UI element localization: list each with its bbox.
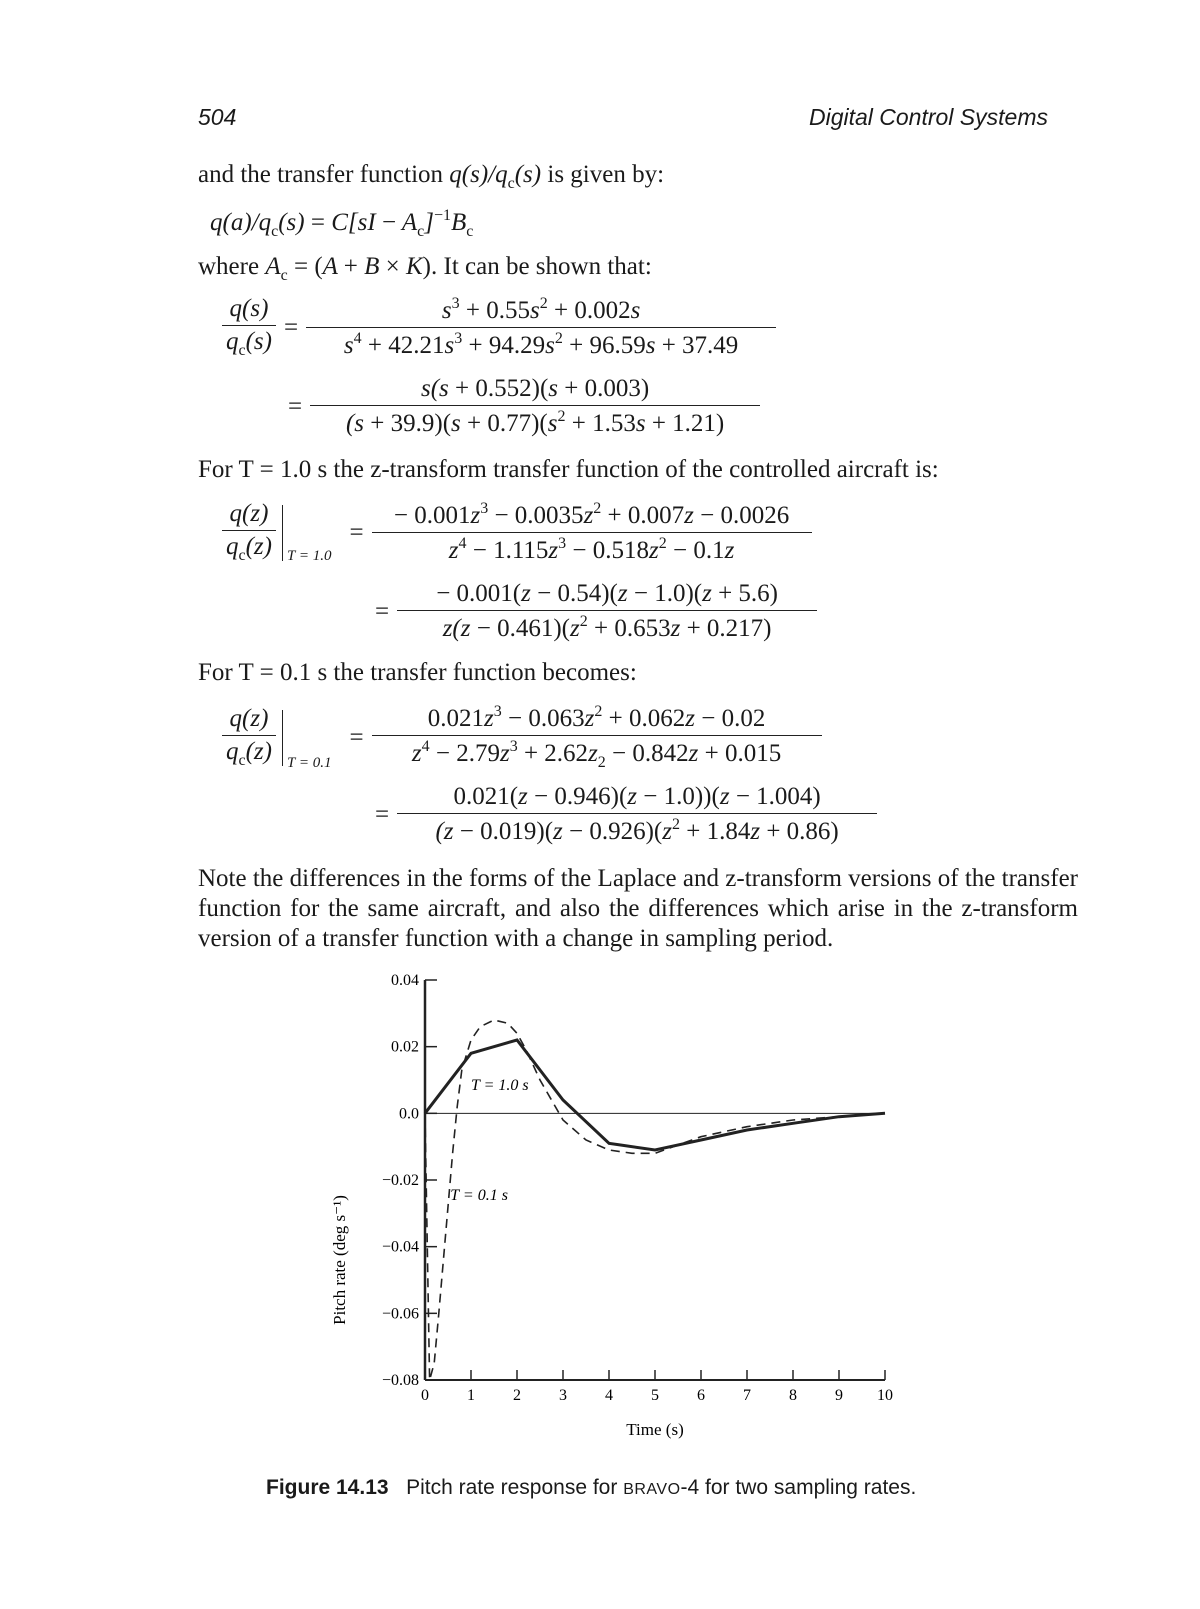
intro-math: q(s)/q: [449, 161, 508, 188]
laplace-tf-equation: $\frac{q(s)}{q_c(s)}$ = $\frac{s^3 + 0.55s^2 + 0.002s}{s^4 + 42.21s^3 + 94.29s^2 + 96.59s + 37.49}$: [222, 295, 776, 360]
chart-axes: [425, 980, 885, 1380]
annotation-t1: T = 1.0 s: [471, 1077, 529, 1094]
eval-t1-label: T = 1.0: [287, 548, 332, 564]
y-tick-label: 0.0: [399, 1105, 419, 1123]
intro-tail: is given by:: [547, 161, 665, 188]
series-t1-line: [425, 1040, 885, 1150]
y-tick-label: 0.04: [391, 972, 419, 989]
x-tick-label: 3: [559, 1387, 567, 1404]
x-tick-label: 2: [513, 1387, 521, 1404]
x-tick-label: 8: [789, 1387, 797, 1404]
y-tick-label: −0.06: [381, 1305, 419, 1323]
x-tick-label: 0: [421, 1387, 429, 1404]
z-tf-t01-factored: = $\frac{0.021(z - 0.946)(z - 1.0))(z - 1.004)}{(z - 0.019)(z - 0.926)(z^2 + 1.84z + 0.86)}$: [375, 783, 877, 846]
annotation-t01: T = 0.1 s: [450, 1187, 508, 1204]
caption-smallcaps: BRAVO: [623, 1481, 681, 1498]
intro-text: and the transfer function: [198, 161, 444, 188]
page-number: 504: [198, 104, 237, 130]
where-line: where $A_c = (A + B \times K)$. It can be shown that:: [198, 253, 652, 284]
y-tick-label: −0.02: [381, 1172, 419, 1189]
eval-t01-label: T = 0.1: [287, 755, 332, 771]
t01-text: For T = 0.1 s the transfer function becomes:: [198, 659, 637, 686]
caption-label: Figure 14.13: [266, 1476, 389, 1499]
x-ticks: [421, 1370, 893, 1404]
y-tick-label: −0.08: [381, 1372, 419, 1389]
figure-caption: [266, 1476, 916, 1500]
y-tick-label: 0.02: [391, 1038, 419, 1056]
x-axis-label: Time (s): [626, 1420, 684, 1439]
z-tf-t1-equation: $\frac{q(z)}{q_c(z)}$ T = 1.0 = $\frac{- 0.001z^3 - 0.0035z^2 + 0.007z - 0.0026}{z^4 - 1.115z^3 - 0.518z^2 - 0.1z}$: [222, 500, 812, 565]
note-paragraph: Note the differences in the forms of the Laplace and z-transform versions of the transfer function for the same aircraft, and also the differences which arise in the z-transform version of a transfer function with a change in sampling period.: [198, 865, 1078, 952]
x-tick-label: 9: [835, 1387, 843, 1404]
x-tick-label: 7: [743, 1387, 751, 1404]
state-space-equation: $q(a)/q_c(s) = C[sI - A_c]^{-1}B_c$: [210, 207, 474, 240]
laplace-tf-factored: = $\frac{s(s + 0.552)(s + 0.003)}{(s + 39.9)(s + 0.77)(s^2 + 1.53s + 1.21)}$: [288, 375, 760, 438]
z-tf-t1-factored: = $\frac{- 0.001(z - 0.54)(z - 1.0)(z + 5.6)}{z(z - 0.461)(z^2 + 0.653z + 0.217)}$: [375, 580, 817, 643]
x-tick-label: 4: [605, 1387, 613, 1404]
y-axis-label: Pitch rate (deg s⁻¹): [330, 1195, 349, 1325]
caption-text-b: -4 for two sampling rates.: [680, 1476, 917, 1499]
t1-text: For T = 1.0 s the z-transform transfer function of the controlled aircraft is:: [198, 456, 939, 483]
y-tick-label: −0.04: [381, 1238, 419, 1256]
x-tick-label: 1: [467, 1387, 475, 1404]
running-title: Digital Control Systems: [808, 104, 1048, 130]
x-tick-label: 6: [697, 1387, 705, 1404]
where-tail: It can be shown that:: [443, 253, 652, 280]
where-text: where: [198, 253, 260, 280]
x-tick-label: 5: [651, 1387, 659, 1404]
caption-text-a: Pitch rate response for: [406, 1476, 618, 1499]
x-tick-label: 10: [877, 1387, 893, 1404]
intro-line: and the transfer function $q(s)/q_c(s)$ is given by:: [198, 161, 665, 192]
pitch-rate-chart: [320, 960, 940, 1440]
z-tf-t01-equation: $\frac{q(z)}{q_c(z)}$ T = 0.1 = $\frac{0.021z^3 - 0.063z^2 + 0.062z - 0.02}{z^4 - 2.79z^3 + 2.62z_2 - 0.842z + 0.015}$: [222, 703, 822, 772]
